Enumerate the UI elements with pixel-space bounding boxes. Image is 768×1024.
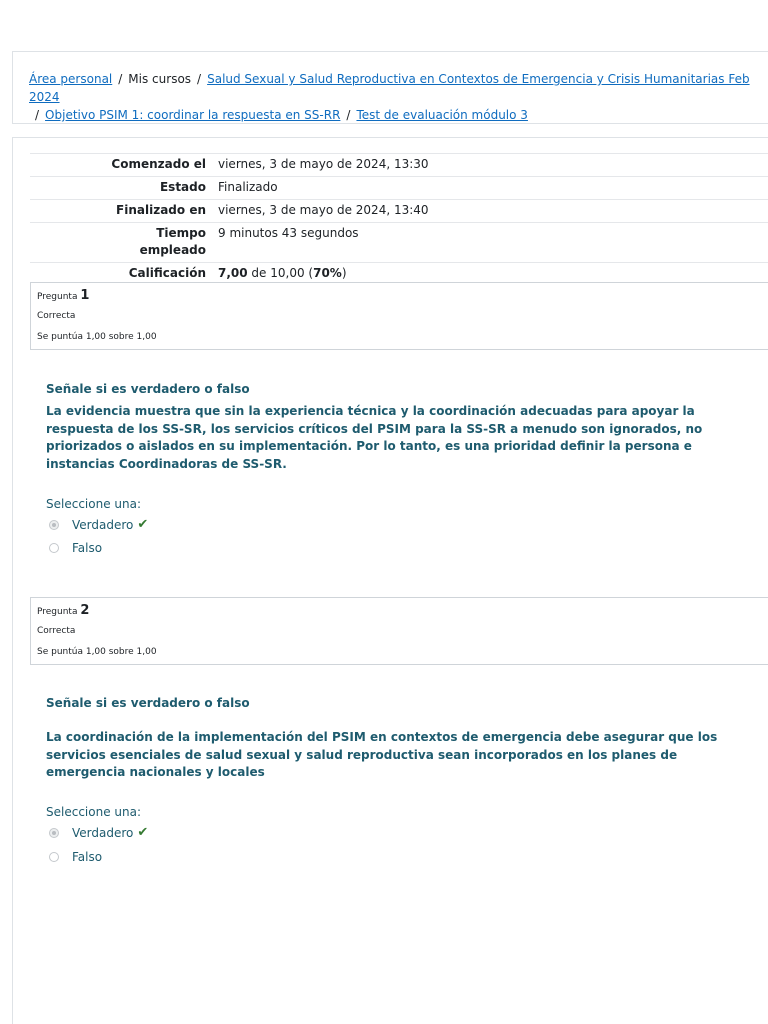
grade-percent: 70% [313,266,342,280]
option-label: Falso [72,541,103,555]
answer-option-falso[interactable] [49,541,102,555]
question-title: Señale si es verdadero o falso [46,382,250,396]
check-icon: ✔ [137,825,149,840]
breadcrumb-mis-cursos: Mis cursos [128,72,192,86]
summary-row-started [30,154,768,177]
attempt-summary-table [30,153,768,285]
finished-label: Finalizado en [30,200,212,223]
option-label: Verdadero [72,517,134,532]
breadcrumb-area-personal[interactable]: Área personal [29,72,113,86]
question-label: Pregunta [37,292,78,302]
grade-end: ) [341,266,347,280]
state-label: Estado [30,177,212,200]
answer-option-falso[interactable] [49,850,102,864]
breadcrumb-course[interactable]: Salud Sexual y Salud Reproductiva en Contextos de Emergencia y Crisis Humanitarias Feb 2024 [29,72,750,104]
time-value: 9 minutos 43 segundos [212,223,768,263]
started-value: viernes, 3 de mayo de 2024, 13:30 [212,154,768,177]
summary-row-time [30,223,768,263]
breadcrumb-separator: / [118,72,123,86]
question-info-1 [30,282,768,350]
answer-option-verdadero[interactable] [49,825,148,840]
radio-button[interactable] [49,852,59,862]
option-label: Verdadero [72,825,134,840]
summary-row-state [30,177,768,200]
question-state: Correcta [37,626,76,636]
summary-row-finished [30,200,768,223]
breadcrumb-separator: / [197,72,202,86]
question-label: Pregunta [37,607,78,617]
grade-mid: de 10,00 ( [247,266,314,280]
grade-score: 7,00 [218,266,248,280]
answer-option-verdadero[interactable] [49,517,148,532]
question-number [37,288,89,303]
answer-prompt: Seleccione una: [46,805,141,819]
started-label: Comenzado el [30,154,212,177]
question-state: Correcta [37,311,76,321]
radio-button[interactable] [49,828,59,838]
question-grade: Se puntúa 1,00 sobre 1,00 [37,332,157,342]
breadcrumb-quiz[interactable]: Test de evaluación módulo 3 [356,108,528,122]
state-value: Finalizado [212,177,768,200]
question-grade: Se puntúa 1,00 sobre 1,00 [37,647,157,657]
breadcrumb [29,70,768,124]
question-number [37,603,89,618]
question-number-value: 2 [80,603,90,618]
radio-button[interactable] [49,543,59,553]
question-number-value: 1 [80,288,90,303]
answer-prompt: Seleccione una: [46,497,141,511]
question-text: La evidencia muestra que sin la experiencia técnica y la coordinación adecuadas para apoyar la respuesta de los SS-SR, los servicios críticos del PSIM para la SS-SR a menudo son ignorados, no priorizados o aislados en su implementación. Por lo tanto, es una prioridad definir la persona e instancias Coordinadoras de SS-SR. [46,404,703,471]
question-info-2 [30,597,768,665]
check-icon: ✔ [137,517,149,532]
finished-value: viernes, 3 de mayo de 2024, 13:40 [212,200,768,223]
time-label: Tiempo empleado [30,223,212,263]
breadcrumb-section[interactable]: Objetivo PSIM 1: coordinar la respuesta en SS-RR [45,108,341,122]
breadcrumb-separator: / [346,108,351,122]
question-title: Señale si es verdadero o falso [46,696,250,710]
grade-label: Calificación [30,263,212,286]
breadcrumb-separator: / [35,108,40,122]
option-label: Falso [72,850,103,864]
radio-button[interactable] [49,520,59,530]
question-text: La coordinación de la implementación del PSIM en contextos de emergencia debe asegurar que los servicios esenciales de salud sexual y salud reproductiva sean incorporados en los planes de emergencia nacionales y locales [46,730,718,779]
